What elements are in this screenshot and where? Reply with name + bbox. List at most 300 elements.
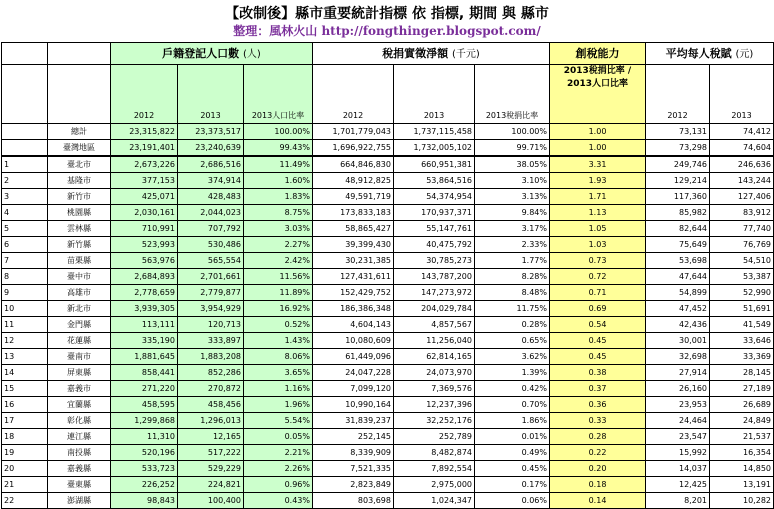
tax-2012-cell: 49,591,719: [313, 189, 394, 205]
county-name-cell: 臺南市: [48, 349, 111, 365]
tax-ratio-cell: 99.71%: [475, 140, 550, 157]
table-row: [2, 205, 774, 221]
rank-cell: 10: [2, 301, 48, 317]
county-name-cell: 臺東縣: [48, 477, 111, 493]
county-name-cell: 臺中市: [48, 269, 111, 285]
tax-2012-cell: 39,399,430: [313, 237, 394, 253]
rank-cell: 20: [2, 461, 48, 477]
finance-ability-cell: 1.05: [550, 221, 646, 237]
finance-ability-cell: 3.31: [550, 156, 646, 173]
stats-table: [1, 42, 774, 509]
pop-2012-cell: 2,030,161: [111, 205, 178, 221]
per-capita-2012-cell: 47,644: [646, 269, 710, 285]
pop-ratio-cell: 3.65%: [244, 365, 313, 381]
pop-2013-cell: 707,792: [178, 221, 244, 237]
summary-rank-cell: [2, 140, 48, 157]
finance-ability-cell: 0.36: [550, 397, 646, 413]
pop-2012-cell: 98,843: [111, 493, 178, 509]
table-row: [2, 221, 774, 237]
tax-2012-cell: 152,429,752: [313, 285, 394, 301]
tax-2012-cell: 664,846,830: [313, 156, 394, 173]
finance-ability-cell: 1.00: [550, 124, 646, 140]
tax-ratio-cell: 8.48%: [475, 285, 550, 301]
tax-ratio-cell: 0.42%: [475, 381, 550, 397]
per-capita-2013-cell: 74,412: [710, 124, 774, 140]
tax-ratio-cell: 0.70%: [475, 397, 550, 413]
pop-ratio-cell: 0.52%: [244, 317, 313, 333]
pop-2013-cell: 1,883,208: [178, 349, 244, 365]
tax-2013-cell: 32,252,176: [394, 413, 475, 429]
per-capita-2013-cell: 24,849: [710, 413, 774, 429]
tax-2012-cell: 58,865,427: [313, 221, 394, 237]
per-capita-2013-cell: 26,689: [710, 397, 774, 413]
tax-2012-cell: 252,145: [313, 429, 394, 445]
finance-ability-cell: 1.71: [550, 189, 646, 205]
per-capita-2013-cell: 33,369: [710, 349, 774, 365]
per-capita-2012-cell: 24,464: [646, 413, 710, 429]
pop-2013-cell: 530,486: [178, 237, 244, 253]
tax-ratio-cell: 8.28%: [475, 269, 550, 285]
pop-2012-cell: 113,111: [111, 317, 178, 333]
table-row: [2, 461, 774, 477]
pop-2012-cell: 520,196: [111, 445, 178, 461]
header-finance-group: [550, 43, 646, 65]
pop-2013-cell: 2,701,661: [178, 269, 244, 285]
tax-2013-cell: 170,937,371: [394, 205, 475, 221]
tax-ratio-cell: 3.62%: [475, 349, 550, 365]
pop-ratio-cell: 8.75%: [244, 205, 313, 221]
county-name-cell: 連江縣: [48, 429, 111, 445]
pop-2013-cell: 270,872: [178, 381, 244, 397]
tax-2013-cell: 1,732,005,102: [394, 140, 475, 157]
tax-2013-cell: 660,951,381: [394, 156, 475, 173]
page-subtitle: 整理：風林火山 http://fongthinger.blogspot.com/: [233, 24, 541, 38]
tax-2013-cell: 4,857,567: [394, 317, 475, 333]
tax-ratio-cell: 38.05%: [475, 156, 550, 173]
per-capita-2012-cell: 23,547: [646, 429, 710, 445]
county-name-cell: 基隆市: [48, 173, 111, 189]
tax-2012-cell: 1,701,779,043: [313, 124, 394, 140]
header-per-capita-label: 平均每人稅賦: [665, 46, 732, 60]
county-name-cell: 桃園縣: [48, 205, 111, 221]
tax-2013-cell: 54,374,954: [394, 189, 475, 205]
col-tax-2013: 2013: [394, 65, 475, 124]
rank-cell: 16: [2, 397, 48, 413]
per-capita-2012-cell: 30,001: [646, 333, 710, 349]
per-capita-2013-cell: 28,145: [710, 365, 774, 381]
tax-2013-cell: 7,892,554: [394, 461, 475, 477]
pop-ratio-cell: 1.60%: [244, 173, 313, 189]
per-capita-2012-cell: 249,746: [646, 156, 710, 173]
pop-2013-cell: 428,483: [178, 189, 244, 205]
pop-2013-cell: 120,713: [178, 317, 244, 333]
summary-label-cell: 臺灣地區: [48, 140, 111, 157]
per-capita-2013-cell: 10,282: [710, 493, 774, 509]
tax-ratio-cell: 0.17%: [475, 477, 550, 493]
tax-2012-cell: 186,386,348: [313, 301, 394, 317]
tax-2012-cell: 30,231,385: [313, 253, 394, 269]
tax-2012-cell: 127,431,611: [313, 269, 394, 285]
pop-2013-cell: 2,686,516: [178, 156, 244, 173]
pop-ratio-cell: 16.92%: [244, 301, 313, 317]
pop-2013-cell: 2,044,023: [178, 205, 244, 221]
tax-ratio-cell: 0.65%: [475, 333, 550, 349]
rank-cell: 19: [2, 445, 48, 461]
tax-2013-cell: 55,147,761: [394, 221, 475, 237]
col-pop-ratio: 2013人口比率: [244, 65, 313, 124]
summary-label-cell: 總計: [48, 124, 111, 140]
tax-2013-cell: 11,256,040: [394, 333, 475, 349]
pop-2012-cell: 1,881,645: [111, 349, 178, 365]
county-name-cell: 花蓮縣: [48, 333, 111, 349]
tax-2012-cell: 7,521,335: [313, 461, 394, 477]
tax-2013-cell: 204,029,784: [394, 301, 475, 317]
per-capita-2012-cell: 47,452: [646, 301, 710, 317]
pop-ratio-cell: 0.05%: [244, 429, 313, 445]
header-tax-label: 稅捐實徵淨額: [382, 46, 449, 60]
per-capita-2012-cell: 15,992: [646, 445, 710, 461]
finance-ability-cell: 1.13: [550, 205, 646, 221]
pop-ratio-cell: 11.89%: [244, 285, 313, 301]
tax-ratio-cell: 11.75%: [475, 301, 550, 317]
county-name-cell: 金門縣: [48, 317, 111, 333]
tax-ratio-cell: 3.13%: [475, 189, 550, 205]
pop-2012-cell: 563,976: [111, 253, 178, 269]
finance-ability-cell: 0.45: [550, 333, 646, 349]
tax-2013-cell: 12,237,396: [394, 397, 475, 413]
pop-2013-cell: 529,229: [178, 461, 244, 477]
pop-ratio-cell: 0.96%: [244, 477, 313, 493]
pop-2012-cell: 523,993: [111, 237, 178, 253]
per-capita-2012-cell: 12,425: [646, 477, 710, 493]
rank-cell: 14: [2, 365, 48, 381]
rank-cell: 18: [2, 429, 48, 445]
pop-2013-cell: 3,954,929: [178, 301, 244, 317]
tax-ratio-cell: 3.10%: [475, 173, 550, 189]
per-capita-2012-cell: 129,214: [646, 173, 710, 189]
tax-2013-cell: 1,024,347: [394, 493, 475, 509]
per-capita-2013-cell: 74,604: [710, 140, 774, 157]
per-capita-2012-cell: 23,953: [646, 397, 710, 413]
tax-2012-cell: 2,823,849: [313, 477, 394, 493]
per-capita-2013-cell: 76,769: [710, 237, 774, 253]
finance-ability-cell: 0.73: [550, 253, 646, 269]
pop-2012-cell: 1,299,868: [111, 413, 178, 429]
finance-ability-cell: 0.37: [550, 381, 646, 397]
tax-2013-cell: 8,482,874: [394, 445, 475, 461]
table-row: [2, 189, 774, 205]
rank-cell: 21: [2, 477, 48, 493]
per-capita-2013-cell: 21,537: [710, 429, 774, 445]
pop-ratio-cell: 2.26%: [244, 461, 313, 477]
per-capita-2013-cell: 13,191: [710, 477, 774, 493]
per-capita-2012-cell: 73,131: [646, 124, 710, 140]
table-row: [2, 381, 774, 397]
county-name-cell: 南投縣: [48, 445, 111, 461]
rank-cell: 1: [2, 156, 48, 173]
table-row: [2, 253, 774, 269]
tax-ratio-cell: 1.77%: [475, 253, 550, 269]
table-row: [2, 349, 774, 365]
pop-2012-cell: 226,252: [111, 477, 178, 493]
pop-ratio-cell: 1.43%: [244, 333, 313, 349]
rank-cell: 4: [2, 205, 48, 221]
county-name-cell: 雲林縣: [48, 221, 111, 237]
pop-2012-cell: 271,220: [111, 381, 178, 397]
pop-2013-cell: 2,779,877: [178, 285, 244, 301]
pop-ratio-cell: 8.06%: [244, 349, 313, 365]
pop-ratio-cell: 99.43%: [244, 140, 313, 157]
per-capita-2013-cell: 127,406: [710, 189, 774, 205]
pop-2013-cell: 12,165: [178, 429, 244, 445]
pop-2013-cell: 100,400: [178, 493, 244, 509]
pop-2012-cell: 2,673,226: [111, 156, 178, 173]
pop-2013-cell: 23,373,517: [178, 124, 244, 140]
pop-2012-cell: 858,441: [111, 365, 178, 381]
finance-ability-cell: 0.45: [550, 349, 646, 365]
header-corner-2: [2, 65, 48, 124]
per-capita-2013-cell: 77,740: [710, 221, 774, 237]
header-corner: [2, 43, 48, 65]
table-row: [2, 413, 774, 429]
per-capita-2013-cell: 33,646: [710, 333, 774, 349]
pop-ratio-cell: 1.16%: [244, 381, 313, 397]
tax-ratio-cell: 0.28%: [475, 317, 550, 333]
tax-2013-cell: 30,785,273: [394, 253, 475, 269]
per-capita-2012-cell: 32,698: [646, 349, 710, 365]
pop-2013-cell: 224,821: [178, 477, 244, 493]
header-blank-2: [48, 65, 111, 124]
tax-2013-cell: 147,273,972: [394, 285, 475, 301]
tax-2012-cell: 4,604,143: [313, 317, 394, 333]
pop-2012-cell: 11,310: [111, 429, 178, 445]
table-row: [2, 173, 774, 189]
county-name-cell: 新竹市: [48, 189, 111, 205]
per-capita-2012-cell: 14,037: [646, 461, 710, 477]
per-capita-2012-cell: 8,201: [646, 493, 710, 509]
pop-ratio-cell: 0.43%: [244, 493, 313, 509]
tax-2012-cell: 803,698: [313, 493, 394, 509]
pop-2013-cell: 458,456: [178, 397, 244, 413]
per-capita-2013-cell: 16,354: [710, 445, 774, 461]
tax-2013-cell: 2,975,000: [394, 477, 475, 493]
table-body: [2, 43, 774, 509]
county-name-cell: 澎湖縣: [48, 493, 111, 509]
per-capita-2013-cell: 246,636: [710, 156, 774, 173]
pop-ratio-cell: 2.21%: [244, 445, 313, 461]
tax-2012-cell: 8,339,909: [313, 445, 394, 461]
col-pop-2012: 2012: [111, 65, 178, 124]
county-name-cell: 屏東縣: [48, 365, 111, 381]
pop-ratio-cell: 11.56%: [244, 269, 313, 285]
finance-ability-cell: 0.20: [550, 461, 646, 477]
pop-2012-cell: 458,595: [111, 397, 178, 413]
tax-2013-cell: 1,737,115,458: [394, 124, 475, 140]
rank-cell: 22: [2, 493, 48, 509]
county-name-cell: 苗栗縣: [48, 253, 111, 269]
tax-2012-cell: 173,833,183: [313, 205, 394, 221]
header-row-columns: [2, 65, 774, 124]
county-name-cell: 彰化縣: [48, 413, 111, 429]
header-finance-label: 創稅能力: [575, 47, 620, 60]
per-capita-2013-cell: 14,850: [710, 461, 774, 477]
pop-2012-cell: 710,991: [111, 221, 178, 237]
pop-2013-cell: 1,296,013: [178, 413, 244, 429]
rank-cell: 8: [2, 269, 48, 285]
rank-cell: 15: [2, 381, 48, 397]
pop-2012-cell: 533,723: [111, 461, 178, 477]
table-row: [2, 156, 774, 173]
tax-2013-cell: 252,789: [394, 429, 475, 445]
pop-2013-cell: 374,914: [178, 173, 244, 189]
finance-ability-cell: 0.14: [550, 493, 646, 509]
table-row: [2, 269, 774, 285]
pop-ratio-cell: 5.54%: [244, 413, 313, 429]
header-population-group: [111, 43, 313, 65]
per-capita-2012-cell: 85,982: [646, 205, 710, 221]
pop-2012-cell: 2,684,893: [111, 269, 178, 285]
rank-cell: 6: [2, 237, 48, 253]
tax-2012-cell: 48,912,825: [313, 173, 394, 189]
tax-2012-cell: 10,080,609: [313, 333, 394, 349]
pop-ratio-cell: 2.42%: [244, 253, 313, 269]
table-row: [2, 445, 774, 461]
county-name-cell: 高雄市: [48, 285, 111, 301]
tax-ratio-cell: 100.00%: [475, 124, 550, 140]
pop-2012-cell: 23,191,401: [111, 140, 178, 157]
rank-cell: 9: [2, 285, 48, 301]
tax-2012-cell: 10,990,164: [313, 397, 394, 413]
county-name-cell: 嘉義縣: [48, 461, 111, 477]
pop-2013-cell: 852,286: [178, 365, 244, 381]
tax-2013-cell: 53,864,516: [394, 173, 475, 189]
finance-ability-cell: 1.03: [550, 237, 646, 253]
page-title: 【改制後】縣市重要統計指標 依 指標, 期間 與 縣市: [225, 6, 549, 22]
per-capita-2012-cell: 42,436: [646, 317, 710, 333]
tax-ratio-cell: 0.01%: [475, 429, 550, 445]
table-row: [2, 477, 774, 493]
per-capita-2013-cell: 51,691: [710, 301, 774, 317]
per-capita-2012-cell: 117,360: [646, 189, 710, 205]
pop-2013-cell: 23,240,639: [178, 140, 244, 157]
finance-ability-cell: 0.69: [550, 301, 646, 317]
rank-cell: 2: [2, 173, 48, 189]
tax-2012-cell: 1,696,922,755: [313, 140, 394, 157]
col-pc-2012: 2012: [646, 65, 710, 124]
col-finance-line1: 2013稅捐比率 /: [563, 66, 632, 76]
rank-cell: 7: [2, 253, 48, 269]
header-per-capita-unit: (元): [735, 48, 754, 60]
tax-2013-cell: 7,369,576: [394, 381, 475, 397]
col-pc-2013: 2013: [710, 65, 774, 124]
pop-2013-cell: 517,222: [178, 445, 244, 461]
per-capita-2013-cell: 41,549: [710, 317, 774, 333]
rank-cell: 17: [2, 413, 48, 429]
finance-ability-cell: 0.18: [550, 477, 646, 493]
per-capita-2012-cell: 75,649: [646, 237, 710, 253]
rank-cell: 11: [2, 317, 48, 333]
col-pop-2013: 2013: [178, 65, 244, 124]
tax-ratio-cell: 1.39%: [475, 365, 550, 381]
header-population-unit: (人): [243, 48, 261, 60]
per-capita-2012-cell: 26,160: [646, 381, 710, 397]
pop-ratio-cell: 2.27%: [244, 237, 313, 253]
finance-ability-cell: 1.93: [550, 173, 646, 189]
pop-2013-cell: 565,554: [178, 253, 244, 269]
tax-2012-cell: 24,047,228: [313, 365, 394, 381]
finance-ability-cell: 0.71: [550, 285, 646, 301]
tax-ratio-cell: 2.33%: [475, 237, 550, 253]
per-capita-2012-cell: 73,298: [646, 140, 710, 157]
pop-2012-cell: 3,939,305: [111, 301, 178, 317]
pop-ratio-cell: 1.96%: [244, 397, 313, 413]
per-capita-2012-cell: 27,914: [646, 365, 710, 381]
rank-cell: 3: [2, 189, 48, 205]
summary-rank-cell: [2, 124, 48, 140]
tax-2013-cell: 40,475,792: [394, 237, 475, 253]
table-row: [2, 493, 774, 509]
tax-ratio-cell: 0.06%: [475, 493, 550, 509]
table-row: [2, 317, 774, 333]
rank-cell: 13: [2, 349, 48, 365]
tax-ratio-cell: 9.84%: [475, 205, 550, 221]
header-blank: [48, 43, 111, 65]
header-row-groups: [2, 43, 774, 65]
table-row: [2, 333, 774, 349]
pop-ratio-cell: 1.83%: [244, 189, 313, 205]
finance-ability-cell: 1.00: [550, 140, 646, 157]
table-row: [2, 429, 774, 445]
col-finance-ratio: [550, 65, 646, 124]
table-row: [2, 237, 774, 253]
pop-2013-cell: 333,897: [178, 333, 244, 349]
pop-2012-cell: 425,071: [111, 189, 178, 205]
county-name-cell: 新竹縣: [48, 237, 111, 253]
finance-ability-cell: 0.38: [550, 365, 646, 381]
pop-2012-cell: 2,778,659: [111, 285, 178, 301]
per-capita-2012-cell: 54,899: [646, 285, 710, 301]
col-finance-line2: 2013人口比率: [566, 79, 629, 89]
pop-2012-cell: 377,153: [111, 173, 178, 189]
per-capita-2013-cell: 53,387: [710, 269, 774, 285]
rank-cell: 12: [2, 333, 48, 349]
finance-ability-cell: 0.72: [550, 269, 646, 285]
pop-2012-cell: 23,315,822: [111, 124, 178, 140]
finance-ability-cell: 0.22: [550, 445, 646, 461]
county-name-cell: 新北市: [48, 301, 111, 317]
pop-ratio-cell: 11.49%: [244, 156, 313, 173]
tax-2012-cell: 61,449,096: [313, 349, 394, 365]
tax-ratio-cell: 0.49%: [475, 445, 550, 461]
per-capita-2012-cell: 82,644: [646, 221, 710, 237]
tax-2013-cell: 62,814,165: [394, 349, 475, 365]
county-name-cell: 宜蘭縣: [48, 397, 111, 413]
tax-2013-cell: 24,073,970: [394, 365, 475, 381]
header-tax-unit: (千元): [452, 48, 480, 60]
col-tax-2012: 2012: [313, 65, 394, 124]
rank-cell: 5: [2, 221, 48, 237]
per-capita-2013-cell: 52,990: [710, 285, 774, 301]
finance-ability-cell: 0.33: [550, 413, 646, 429]
summary-row: [2, 140, 774, 157]
table-row: [2, 365, 774, 381]
finance-ability-cell: 0.54: [550, 317, 646, 333]
tax-2013-cell: 143,787,200: [394, 269, 475, 285]
finance-ability-cell: 0.28: [550, 429, 646, 445]
summary-row: [2, 124, 774, 140]
per-capita-2013-cell: 83,912: [710, 205, 774, 221]
per-capita-2013-cell: 143,244: [710, 173, 774, 189]
